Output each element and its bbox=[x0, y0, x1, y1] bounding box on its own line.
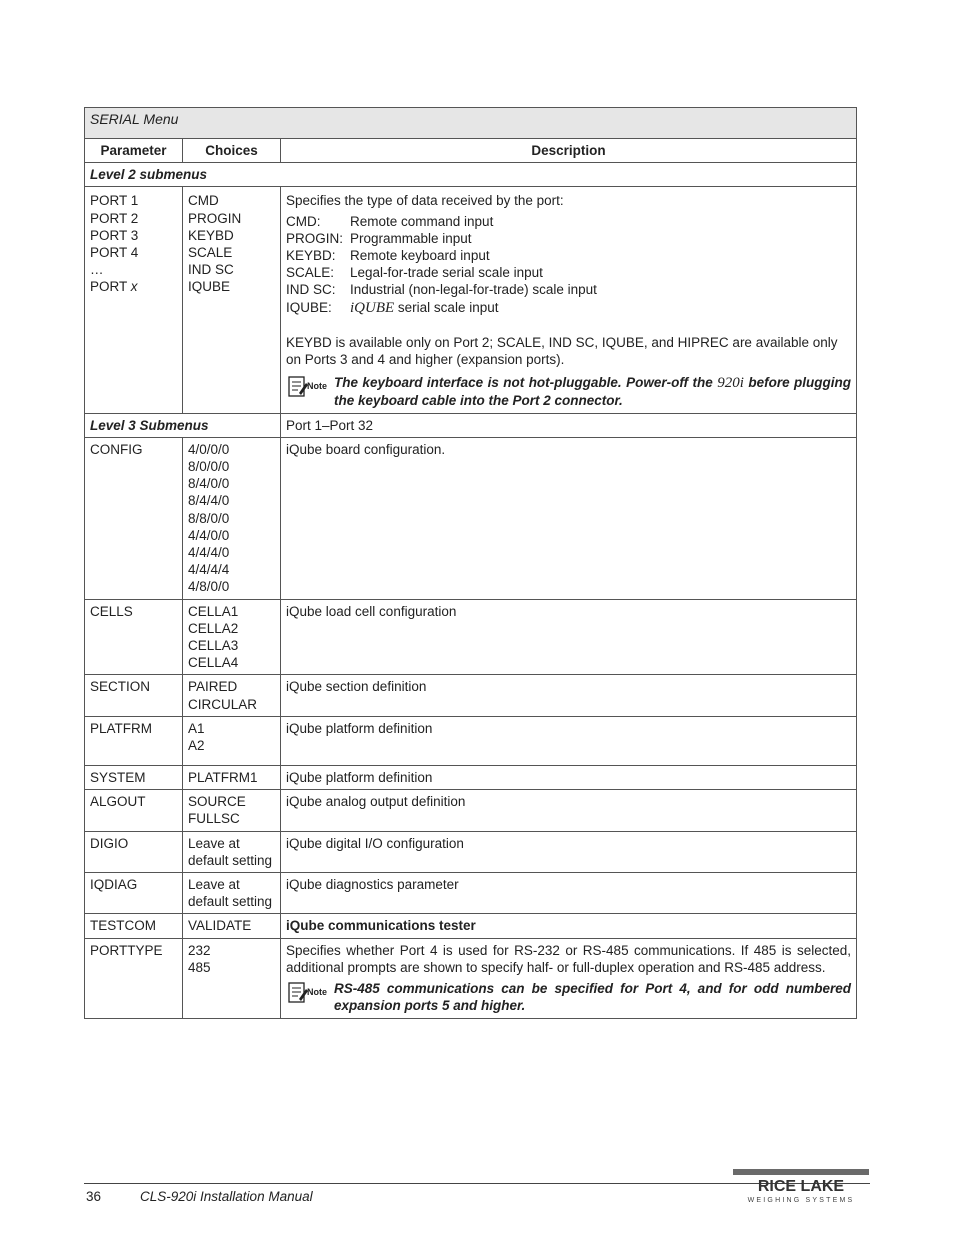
row-choices bbox=[183, 599, 281, 675]
table-row bbox=[85, 599, 857, 675]
choice-line: 8/0/0/0 bbox=[188, 459, 230, 475]
choice-line: SCALE bbox=[188, 245, 233, 261]
choice-line: IND SC bbox=[188, 262, 234, 278]
def-value-iqube bbox=[350, 299, 498, 317]
port-choices bbox=[183, 187, 281, 413]
level3-label: Level 3 Submenus bbox=[85, 413, 281, 437]
row-choices bbox=[183, 765, 281, 789]
choice-line: SOURCE bbox=[188, 794, 246, 810]
choice-line: Leave at bbox=[188, 835, 240, 851]
serial-menu-table bbox=[84, 107, 857, 1019]
choice-line: 4/8/0/0 bbox=[188, 579, 230, 595]
page-number: 36 bbox=[86, 1189, 102, 1204]
choice-line: A2 bbox=[188, 738, 205, 754]
note-text: RS-485 communications can be specified for Port 4, and for odd numbered expansion ports 5 and higher. bbox=[334, 980, 851, 1014]
porttype-desc: Specifies whether Port 4 is used for RS-232 or RS-485 communications. If 485 is selected, additional prompts are shown to specify half- or full-duplex operation and RS-485 address. bbox=[286, 942, 851, 975]
row-desc: iQube load cell configuration bbox=[281, 599, 857, 675]
note-icon bbox=[286, 980, 334, 1006]
row-desc: iQube diagnostics parameter bbox=[281, 872, 857, 913]
port-intro: Specifies the type of data received by the port: bbox=[286, 193, 564, 209]
choice-line: 8/8/0/0 bbox=[188, 510, 230, 526]
choice-line: 4/4/0/0 bbox=[188, 527, 230, 543]
row-param: CONFIG bbox=[85, 437, 183, 599]
choice-line: 4/4/4/4 bbox=[188, 562, 230, 578]
note-text-part: before plugging the keyboard cable into the Port 2 connector. bbox=[334, 375, 851, 409]
choice-line: default setting bbox=[188, 852, 273, 868]
logo-top-text: RICE LAKE bbox=[757, 1178, 845, 1195]
table-title: SERIAL Menu bbox=[85, 108, 857, 139]
param-line: PORT 2 bbox=[90, 210, 139, 226]
manual-title: CLS-920i Installation Manual bbox=[140, 1189, 313, 1204]
choice-line: 8/4/0/0 bbox=[188, 476, 230, 492]
note-label: Note bbox=[307, 381, 327, 392]
table-row bbox=[85, 790, 857, 831]
def-key: IND SC: bbox=[286, 282, 336, 298]
param-line: … bbox=[90, 262, 104, 278]
row-param: PORTTYPE bbox=[85, 938, 183, 1019]
choice-line: CELLA4 bbox=[188, 655, 239, 671]
def-value: Remote keyboard input bbox=[350, 248, 490, 264]
table-row-port bbox=[85, 187, 857, 413]
keyboard-note bbox=[286, 374, 851, 409]
choice-line: FULLSC bbox=[188, 811, 240, 827]
choice-line: 4/4/4/0 bbox=[188, 545, 230, 561]
row-param: SECTION bbox=[85, 675, 183, 716]
table-row-porttype bbox=[85, 938, 857, 1019]
note-icon bbox=[286, 374, 334, 400]
row-desc: iQube section definition bbox=[281, 675, 857, 716]
row-desc: iQube board configuration. bbox=[281, 437, 857, 599]
choice-line: 4/0/0/0 bbox=[188, 441, 230, 457]
level3-desc: Port 1–Port 32 bbox=[281, 413, 857, 437]
def-key: KEYBD: bbox=[286, 248, 336, 264]
level2-label: Level 2 submenus bbox=[85, 163, 857, 187]
choice-line: 8/4/4/0 bbox=[188, 493, 230, 509]
row-desc: iQube digital I/O configuration bbox=[281, 831, 857, 872]
iqube-rest: serial scale input bbox=[394, 299, 499, 315]
iqube-brand: iQUBE bbox=[350, 299, 395, 316]
choice-line: VALIDATE bbox=[188, 918, 252, 934]
choice-line: CELLA1 bbox=[188, 603, 239, 619]
row-choices bbox=[183, 872, 281, 913]
row-choices bbox=[183, 831, 281, 872]
port-availability: KEYBD is available only on Port 2; SCALE, IND SC, IQUBE, and HIPREC are available only on Ports 3 and 4 and higher (expansion ports). bbox=[286, 334, 838, 368]
choice-line: CELLA3 bbox=[188, 638, 239, 654]
param-line: PORT 1 bbox=[90, 193, 139, 209]
row-choices bbox=[183, 790, 281, 831]
header-description: Description bbox=[281, 139, 857, 163]
choice-line: PLATFRM1 bbox=[188, 769, 258, 785]
table-row bbox=[85, 914, 857, 938]
def-value: Legal-for-trade serial scale input bbox=[350, 265, 543, 281]
def-value: Remote command input bbox=[350, 213, 494, 229]
note-label: Note bbox=[307, 986, 327, 997]
choice-line: default setting bbox=[188, 894, 273, 910]
param-line: PORT x bbox=[90, 279, 138, 295]
choice-line: KEYBD bbox=[188, 227, 234, 243]
row-param: CELLS bbox=[85, 599, 183, 675]
row-desc: iQube communications tester bbox=[281, 914, 857, 938]
param-line: PORT 4 bbox=[90, 245, 139, 261]
row-choices bbox=[183, 716, 281, 765]
table-row bbox=[85, 872, 857, 913]
row-desc: iQube platform definition bbox=[281, 716, 857, 765]
def-key: PROGIN: bbox=[286, 230, 344, 246]
row-choices bbox=[183, 437, 281, 599]
port-params bbox=[85, 187, 183, 413]
def-key: CMD: bbox=[286, 213, 321, 229]
param-line: PORT 3 bbox=[90, 227, 139, 243]
choice-line: PAIRED bbox=[188, 679, 238, 695]
row-desc: iQube analog output definition bbox=[281, 790, 857, 831]
choice-line: IQUBE bbox=[188, 279, 231, 295]
choice-line: CELLA2 bbox=[188, 620, 239, 636]
choice-line: CIRCULAR bbox=[188, 696, 258, 712]
note-text-part: The keyboard interface is not hot-pluggable. Power-off the bbox=[334, 375, 718, 391]
choice-line: 485 bbox=[188, 959, 211, 975]
row-param: SYSTEM bbox=[85, 765, 183, 789]
row-param: ALGOUT bbox=[85, 790, 183, 831]
row-choices bbox=[183, 914, 281, 938]
table-row bbox=[85, 716, 857, 765]
row-param: PLATFRM bbox=[85, 716, 183, 765]
port-description bbox=[281, 187, 857, 413]
logo-bottom-text: WEIGHING SYSTEMS bbox=[747, 1197, 855, 1204]
def-key: IQUBE: bbox=[286, 299, 332, 315]
table-row bbox=[85, 831, 857, 872]
row-desc bbox=[281, 938, 857, 1019]
header-parameter: Parameter bbox=[85, 139, 183, 163]
row-param: DIGIO bbox=[85, 831, 183, 872]
choice-line: Leave at bbox=[188, 876, 240, 892]
row-param: IQDIAG bbox=[85, 872, 183, 913]
header-choices: Choices bbox=[183, 139, 281, 163]
def-key: SCALE: bbox=[286, 265, 335, 281]
table-row bbox=[85, 675, 857, 716]
row-desc: iQube platform definition bbox=[281, 765, 857, 789]
def-value: Programmable input bbox=[350, 230, 472, 246]
row-param: TESTCOM bbox=[85, 914, 183, 938]
choice-line: 232 bbox=[188, 942, 211, 958]
choice-line: A1 bbox=[188, 720, 205, 736]
rs485-note bbox=[286, 980, 851, 1014]
choice-line: CMD bbox=[188, 193, 219, 209]
table-row bbox=[85, 765, 857, 789]
note-text bbox=[334, 374, 851, 409]
row-choices bbox=[183, 938, 281, 1019]
choice-line: PROGIN bbox=[188, 210, 242, 226]
rice-lake-logo bbox=[733, 1169, 869, 1205]
note-brand: 920i bbox=[717, 375, 744, 392]
row-choices bbox=[183, 675, 281, 716]
def-value: Industrial (non-legal-for-trade) scale input bbox=[350, 282, 597, 298]
table-row bbox=[85, 437, 857, 599]
